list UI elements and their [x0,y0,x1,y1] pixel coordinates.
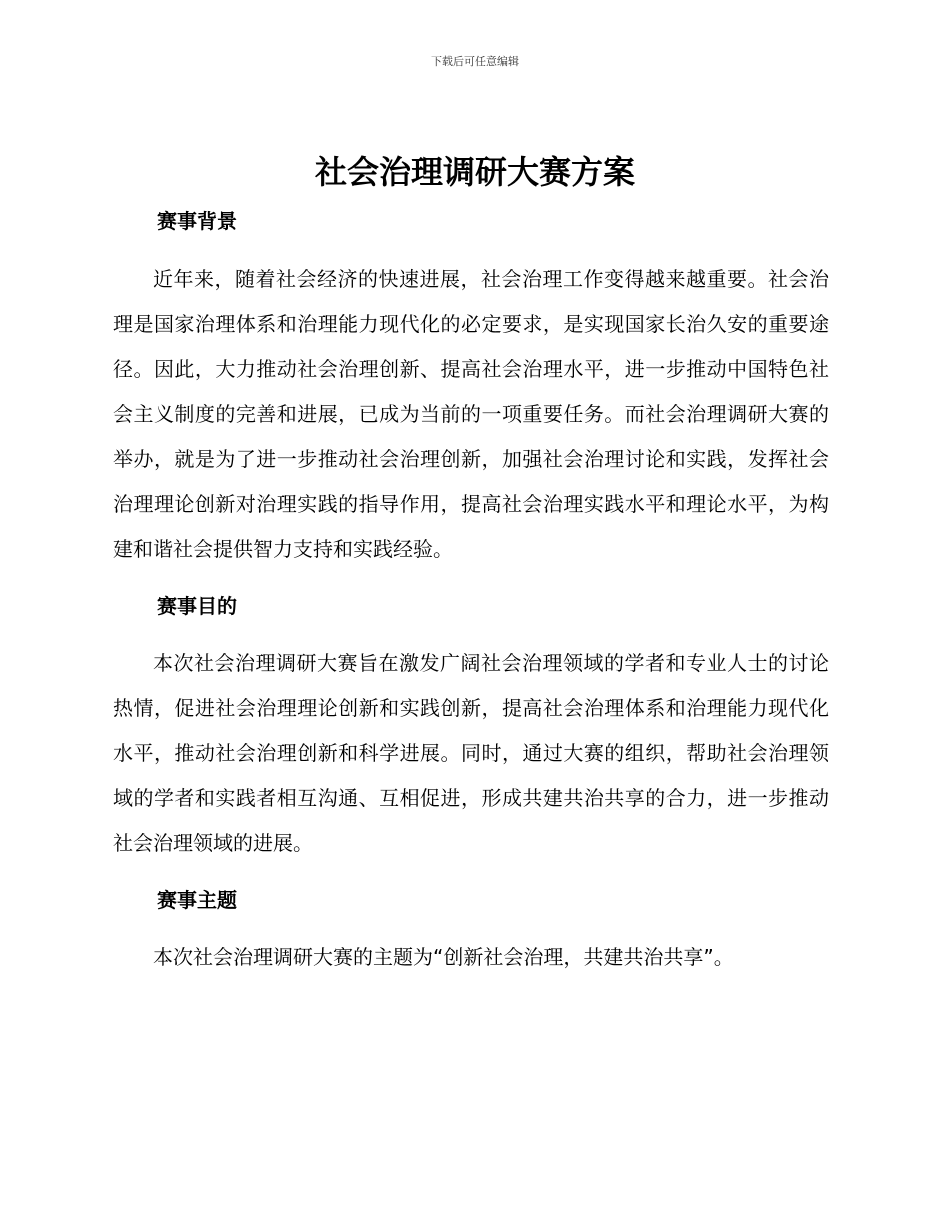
section-body-background: 近年来，随着社会经济的快速进展，社会治理工作变得越来越重要。社会治理是国家治理体系和治理能力现代化的必定要求，是实现国家长治久安的重要途径。因此，大力推动社会治理创新、提高社会治理水平，进一步推动中国特色社会主义制度的完善和进展，已成为当前的一项重要任务。而社会治理调研大赛的举办，就是为了进一步推动社会治理创新，加强社会治理讨论和实践，发挥社会治理理论创新对治理实践的指导作用，提高社会治理实践水平和理论水平，为构建和谐社会提供智力支持和实践经验。 [113,267,829,561]
document-title: 社会治理调研大赛方案 [314,153,635,191]
section-heading-background: 赛事背景 [157,209,237,233]
section-body-theme: 本次社会治理调研大赛的主题为“创新社会治理，共建共治共享”。 [153,945,734,969]
section-body-purpose: 本次社会治理调研大赛旨在激发广阔社会治理领域的学者和专业人士的讨论热情，促进社会治理理论创新和实践创新，提高社会治理体系和治理能力现代化水平，推动社会治理创新和科学进展。同时，通过大赛的组织，帮助社会治理领域的学者和实践者相互沟通、互相促进，形成共建共治共享的合力，进一步推动社会治理领域的进展。 [113,651,829,855]
section-heading-purpose: 赛事目的 [157,594,237,618]
section-heading-theme: 赛事主题 [157,888,237,912]
page-header-note: 下载后可任意编辑 [431,55,519,68]
